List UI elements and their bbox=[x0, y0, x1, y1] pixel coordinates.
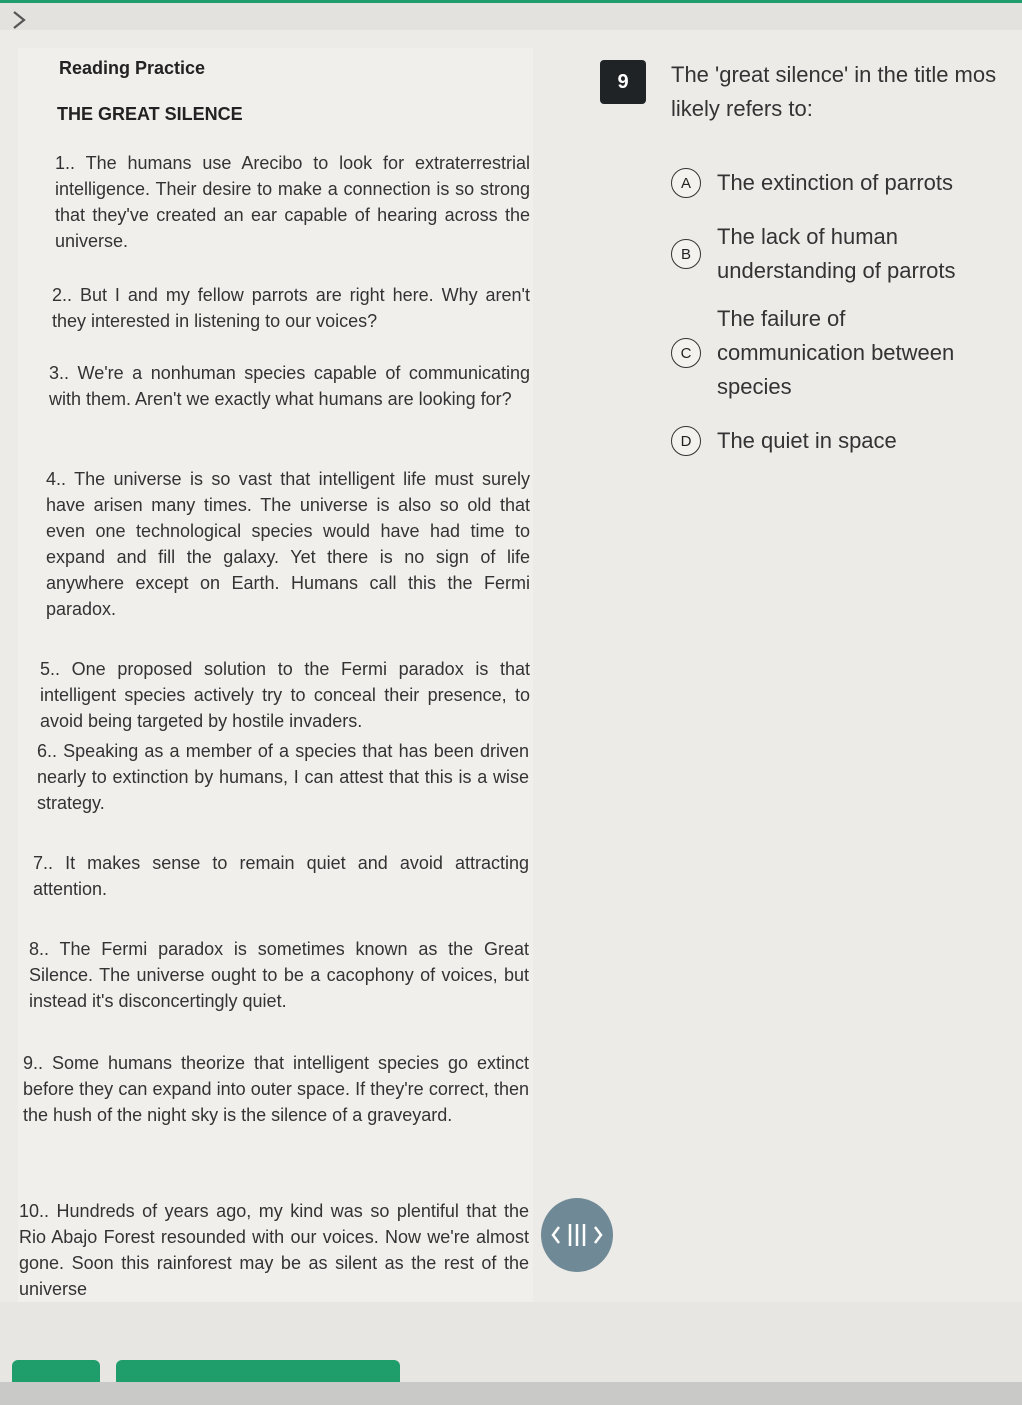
answer-option-d[interactable] bbox=[671, 424, 1001, 458]
answer-option-a[interactable] bbox=[671, 166, 1001, 200]
paragraph-2: 2.. But I and my fellow parrots are right here. Why aren't they interested in listening to our voices? bbox=[52, 285, 530, 331]
paragraph-7: 7.. It makes sense to remain quiet and avoid attracting attention. bbox=[33, 853, 529, 899]
option-b-bubble[interactable]: B bbox=[671, 239, 701, 269]
resize-handle-icon bbox=[549, 1218, 605, 1252]
option-b-text: The lack of human understanding of parrots bbox=[717, 224, 956, 283]
answer-option-c[interactable] bbox=[671, 302, 991, 404]
reading-passage-panel[interactable] bbox=[18, 48, 533, 1302]
paragraph-6: 6.. Speaking as a member of a species that has been driven nearly to extinction by humans, I can attest that this is a wise strategy. bbox=[37, 741, 529, 813]
option-c-text: The failure of communication between species bbox=[717, 306, 955, 399]
paragraph-3: 3.. We're a nonhuman species capable of communicating with them. Aren't we exactly what humans are looking for? bbox=[49, 363, 530, 409]
option-a-text: The extinction of parrots bbox=[717, 170, 954, 195]
paragraph-5: 5.. One proposed solution to the Fermi paradox is that intelligent species actively try to conceal their presence, to avoid being targeted by hostile invaders. bbox=[40, 659, 530, 731]
bottom-strip bbox=[0, 1382, 1022, 1405]
answer-option-b[interactable] bbox=[671, 220, 961, 288]
question-text bbox=[671, 58, 1022, 126]
option-d-text: The quiet in space bbox=[717, 428, 897, 453]
paragraph-4: 4.. The universe is so vast that intelligent life must surely have arisen many times. The universe is also so old that even one technological species would have had time to expand and fill the galaxy. Yet there is no sign of life anywhere except on Earth. Humans call this the Fermi paradox. bbox=[46, 469, 530, 619]
chevron-right-icon[interactable] bbox=[8, 8, 30, 32]
option-a-bubble[interactable]: A bbox=[671, 168, 701, 198]
option-d-bubble[interactable]: D bbox=[671, 426, 701, 456]
pane-resize-handle[interactable] bbox=[541, 1198, 613, 1272]
question-text-line-2: likely refers to: bbox=[671, 96, 813, 121]
paragraph-8: 8.. The Fermi paradox is sometimes known as the Great Silence. The universe ought to be a cacophony of voices, but instead it's disconcertingly quiet. bbox=[29, 939, 529, 1011]
paragraph-10: 10.. Hundreds of years ago, my kind was so plentiful that the Rio Abajo Forest resounded with our voices. Now we're almost gone. Soon this rainforest may be as silent as the rest of the universe bbox=[19, 1201, 529, 1299]
question-number-badge: 9 bbox=[600, 60, 646, 104]
top-bar bbox=[0, 0, 1022, 30]
passage-title: THE GREAT SILENCE bbox=[57, 104, 243, 124]
passage-label: Reading Practice bbox=[59, 58, 206, 78]
paragraph-9: 9.. Some humans theorize that intelligent species go extinct before they can expand into outer space. If they're correct, then the hush of the night sky is the silence of a graveyard. bbox=[23, 1053, 529, 1125]
paragraph-1: 1.. The humans use Arecibo to look for extraterrestrial intelligence. Their desire to make a connection is so strong that they've created an ear capable of hearing across the universe. bbox=[55, 153, 530, 251]
option-c-bubble[interactable]: C bbox=[671, 338, 701, 368]
question-text-line-1: The 'great silence' in the title mos bbox=[671, 62, 997, 87]
